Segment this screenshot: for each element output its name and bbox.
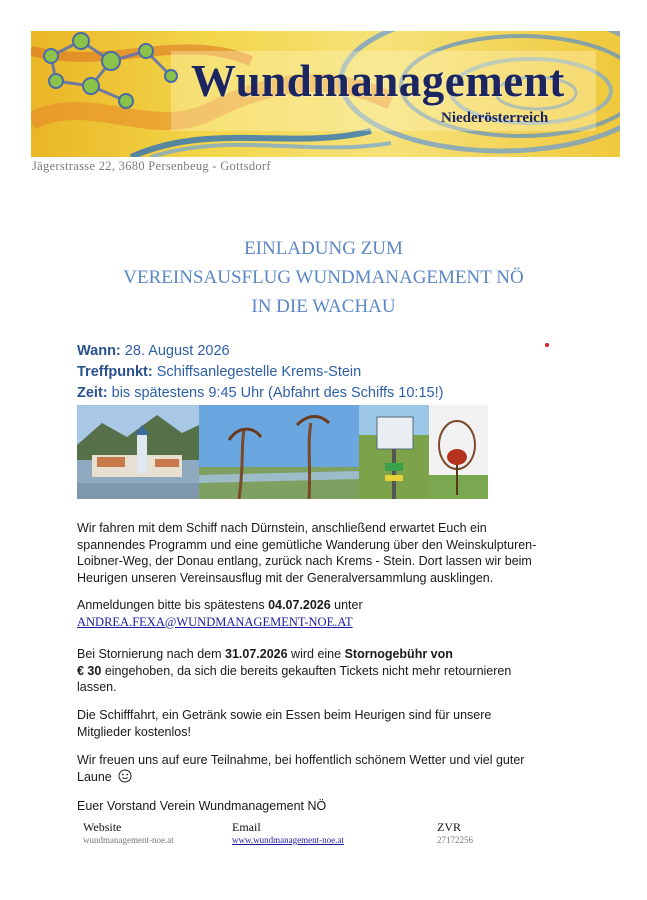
photo-metal-sculpture [429, 405, 488, 499]
photo-wine-sculpture [199, 405, 359, 499]
cancel-fee: € 30 [77, 663, 102, 678]
cancel-text-3: eingehoben, da sich die bereits gekauften Tickets nicht mehr retournieren lassen. [77, 663, 512, 694]
when-label: Wann: [77, 343, 121, 359]
footer-website-value: wundmanagement-noe.at [83, 835, 174, 845]
address: Jägerstrasse 22, 3680 Persenbeug - Gottsdorf [32, 159, 271, 173]
cancel-text-2: wird eine [287, 647, 345, 661]
photo-duernstein [77, 405, 199, 499]
time-label: Zeit: [77, 385, 108, 401]
title-line-2: VEREINSAUSFLUG WUNDMANAGEMENT NÖ [123, 267, 524, 288]
header-banner [31, 31, 620, 157]
cancel-text-1: Bei Stornierung nach dem [77, 647, 226, 661]
meet-label: Treffpunkt: [77, 364, 153, 380]
invitation-title [0, 234, 647, 321]
signature [77, 798, 547, 815]
registration-email-link[interactable]: ANDREA.FEXA@WUNDMANAGEMENT-NOE.AT [77, 614, 353, 629]
trip-description-text: Wir fahren mit dem Schiff nach Dürnstein, anschließend erwartet Euch ein spannendes Programm und eine gemütliche Wanderung über den Weinskulpturen-Loibner-Weg, der Donau entlang, zurück nach Krems - Stein. Dort lassen wir beim Heurigen unseren Vereinsausflug mit der Generalversammlung ausklingen. [77, 521, 537, 585]
footer-zvr-value: 27172256 [437, 835, 473, 845]
registration-text: Anmeldungen bitte bis spätestens [77, 598, 269, 612]
footer-email-link[interactable]: www.wundmanagement-noe.at [232, 835, 344, 845]
brand-title: Wundmanagement [191, 56, 565, 106]
footer-email-label: Email [232, 820, 261, 834]
photo-trail-sign [359, 405, 429, 499]
time-value: bis spätestens 9:45 Uhr (Abfahrt des Schiffs 10:15!) [107, 385, 444, 401]
brand-subtitle: Niederösterreich [441, 110, 549, 126]
detail-meeting-point [77, 364, 361, 380]
cancellation-info [77, 646, 547, 696]
registration-suffix: unter [330, 598, 363, 612]
footer-zvr-label: ZVR [437, 820, 461, 834]
registration-deadline: 04.07.2026 [268, 598, 331, 612]
footer-website-label: Website [83, 820, 122, 834]
red-dot-marker [545, 343, 549, 347]
signature-text: Euer Vorstand Verein Wundmanagement NÖ [77, 799, 327, 813]
free-for-members-text: Die Schifffahrt, ein Getränk sowie ein Essen beim Heurigen sind für unsere Mitglieder kostenlos! [77, 708, 492, 739]
detail-when [77, 343, 230, 359]
closing-wish-text: Wir freuen uns auf eure Teilnahme, bei hoffentlich schönem Wetter und viel guter Laune [77, 753, 525, 784]
title-line-1: EINLADUNG ZUM [244, 238, 403, 259]
meet-value: Schiffsanlegestelle Krems-Stein [152, 364, 362, 380]
when-value: 28. August 2026 [120, 343, 230, 359]
title-line-3: IN DIE WACHAU [251, 296, 396, 317]
cancel-date: 31.07.2026 [225, 647, 288, 661]
closing-wish [77, 752, 547, 785]
smiley-icon [118, 769, 132, 783]
free-for-members [77, 707, 547, 740]
registration-info [77, 597, 547, 630]
detail-time [77, 385, 443, 401]
cancel-fee-label: Stornogebühr von [344, 647, 453, 661]
trip-description [77, 520, 547, 586]
